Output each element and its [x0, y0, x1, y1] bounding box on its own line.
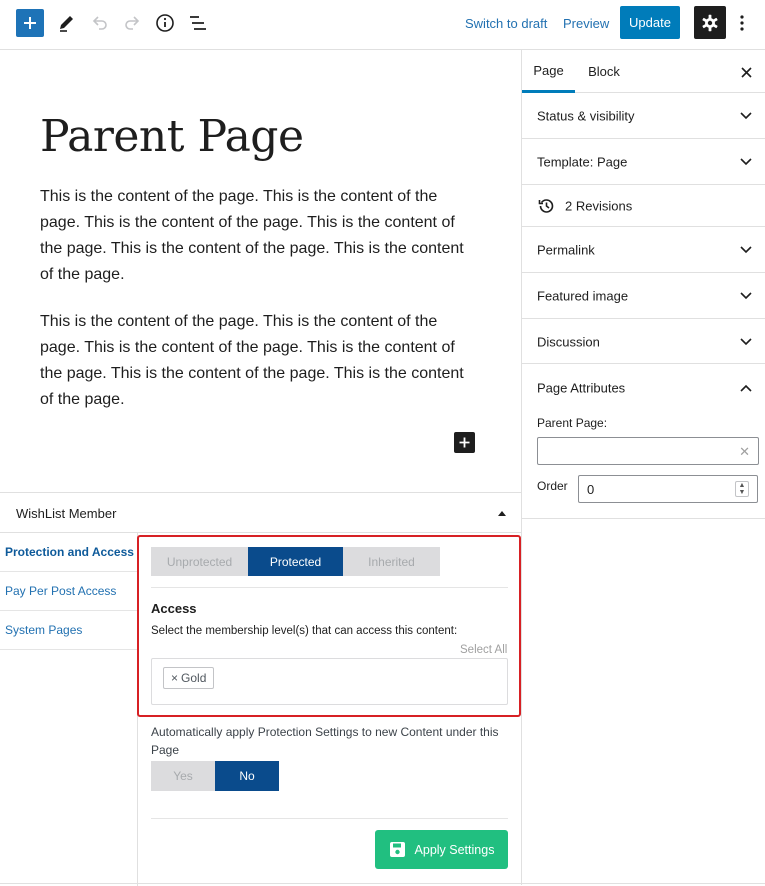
paragraph-block[interactable]: This is the content of the page. This is the content of the page. This is the content of the page. This is the content of the page. This is the content of the page. This is the content of the page. [40, 188, 464, 283]
edit-tool-button[interactable] [55, 11, 79, 35]
more-vertical-icon [740, 15, 744, 31]
level-tag-label: Gold [181, 671, 207, 685]
inline-add-block-button[interactable] [454, 432, 475, 453]
unprotected-option[interactable]: Unprotected [151, 547, 248, 576]
nav-protection-and-access[interactable]: Protection and Access [0, 533, 137, 572]
triangle-up-icon[interactable] [497, 508, 507, 518]
wishlist-panel-header[interactable] [0, 493, 521, 533]
protection-status-toggle [151, 547, 440, 576]
settings-button[interactable] [694, 6, 726, 39]
protected-option[interactable]: Protected [248, 547, 343, 576]
undo-button[interactable] [88, 11, 112, 35]
panel-label[interactable]: Page Attributes [537, 380, 626, 396]
access-description: Select the membership level(s) that can access this content: [151, 625, 458, 637]
editor-toolbar [0, 0, 765, 50]
membership-levels-select[interactable] [151, 658, 508, 705]
redo-button[interactable] [120, 11, 144, 35]
access-heading: Access [151, 601, 197, 616]
divider [151, 818, 508, 819]
update-button[interactable]: Update [620, 6, 680, 39]
bottom-border [0, 883, 765, 884]
add-block-button[interactable] [16, 9, 44, 37]
switch-to-draft-link[interactable]: Switch to draft [465, 16, 548, 31]
remove-tag-icon[interactable]: × [171, 671, 179, 685]
panel-label: Featured image [537, 288, 629, 304]
gear-icon [701, 14, 719, 32]
wishlist-side-nav [0, 533, 138, 886]
tab-page[interactable]: Page [522, 50, 575, 93]
clear-icon[interactable]: ✕ [739, 444, 750, 459]
panel-template[interactable] [522, 140, 765, 185]
paragraph-block[interactable]: This is the content of the page. This is the content of the page. This is the content of the page. This is the content of the page. This is the content of the page. This is the content of the page. [40, 313, 464, 408]
divider [151, 587, 508, 588]
tab-block[interactable]: Block [588, 64, 620, 79]
panel-status-visibility[interactable] [522, 94, 765, 139]
plus-icon [23, 16, 37, 30]
sidebar-tabs [522, 50, 765, 93]
list-view-icon [188, 14, 208, 32]
chevron-down-icon [739, 155, 753, 169]
panel-featured-image[interactable] [522, 274, 765, 319]
panel-label: Template: Page [537, 154, 628, 170]
chevron-down-icon [739, 289, 753, 303]
preview-link[interactable]: Preview [563, 16, 610, 31]
settings-sidebar [522, 50, 765, 885]
inherited-option[interactable]: Inherited [343, 547, 440, 576]
wishlist-panel-title: WishList Member [16, 506, 117, 521]
chevron-up-icon[interactable] [739, 381, 753, 395]
apply-settings-label: Apply Settings [414, 842, 495, 857]
nav-system-pages[interactable]: System Pages [0, 611, 137, 650]
details-button[interactable] [153, 11, 177, 35]
auto-apply-label: Automatically apply Protection Settings to new Content under this Page [151, 725, 499, 757]
auto-apply-toggle [151, 761, 279, 791]
options-button[interactable] [734, 12, 750, 34]
panel-label: 2 Revisions [565, 198, 633, 214]
apply-settings-button[interactable] [375, 830, 508, 869]
level-tag-gold [163, 667, 214, 689]
chevron-down-icon [739, 335, 753, 349]
panel-label: Discussion [537, 334, 600, 349]
panel-label: Status & visibility [537, 108, 635, 124]
plus-icon [459, 437, 470, 448]
close-sidebar-button[interactable] [736, 62, 756, 82]
page-title[interactable]: Parent Page [40, 111, 304, 162]
panel-label: Permalink [537, 242, 595, 258]
history-icon [537, 197, 555, 215]
order-value: 0 [587, 481, 595, 497]
redo-icon [123, 14, 141, 32]
order-label: Order [537, 479, 568, 493]
spinner-arrows-icon[interactable]: ▲ ▼ [735, 481, 749, 497]
order-number-input[interactable] [578, 475, 758, 503]
undo-icon [91, 14, 109, 32]
pencil-icon [58, 14, 76, 32]
parent-page-combobox[interactable] [537, 437, 759, 465]
panel-discussion[interactable] [522, 320, 765, 364]
save-icon [389, 841, 406, 858]
yes-option[interactable]: Yes [151, 761, 215, 791]
list-view-button[interactable] [186, 11, 210, 35]
info-icon [155, 13, 175, 33]
no-option[interactable]: No [215, 761, 279, 791]
nav-pay-per-post-access[interactable]: Pay Per Post Access [0, 572, 137, 611]
editor-canvas [0, 50, 521, 492]
select-all-link[interactable]: Select All [460, 644, 508, 656]
parent-page-label: Parent Page: [537, 416, 608, 430]
chevron-down-icon [739, 243, 753, 257]
chevron-down-icon [739, 109, 753, 123]
panel-permalink[interactable] [522, 228, 765, 273]
panel-revisions[interactable] [522, 186, 765, 227]
close-icon [741, 67, 752, 78]
